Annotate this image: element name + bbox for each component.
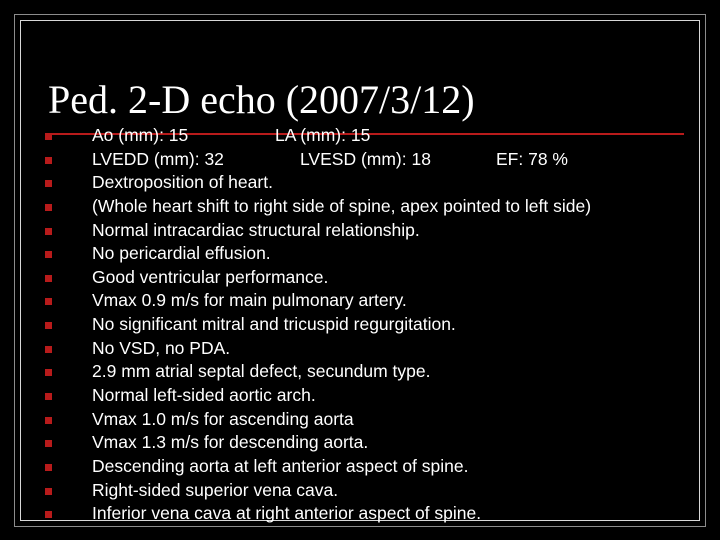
finding-text: Vmax 1.0 m/s for ascending aorta — [92, 408, 354, 429]
findings-list — [0, 124, 720, 526]
slide-title: Ped. 2-D echo (2007/3/12) — [48, 77, 475, 122]
list-item — [0, 171, 720, 195]
finding-text: Inferior vena cava at right anterior aspect of spine. — [92, 503, 482, 524]
square-bullet-icon — [45, 298, 52, 305]
list-item-lv — [0, 148, 720, 172]
finding-text: Normal intracardiac structural relationship. — [92, 219, 420, 240]
list-item — [0, 360, 720, 384]
list-item — [0, 266, 720, 290]
list-item — [0, 195, 720, 219]
la-value: LA (mm): 15 — [275, 125, 371, 145]
ef-value: EF: 78 % — [496, 148, 568, 169]
finding-text: Normal left-sided aortic arch. — [92, 385, 316, 406]
finding-text: No pericardial effusion. — [92, 243, 271, 264]
finding-text: 2.9 mm atrial septal defect, secundum type. — [92, 361, 431, 382]
finding-text: Vmax 0.9 m/s for main pulmonary artery. — [92, 290, 407, 311]
square-bullet-icon — [45, 228, 52, 235]
square-bullet-icon — [45, 369, 52, 376]
finding-text: Right-sided superior vena cava. — [92, 479, 339, 500]
list-item — [0, 408, 720, 432]
finding-text: Vmax 1.3 m/s for descending aorta. — [92, 432, 369, 453]
square-bullet-icon — [45, 417, 52, 424]
square-bullet-icon — [45, 393, 52, 400]
finding-text: No VSD, no PDA. — [92, 337, 231, 358]
finding-text: Good ventricular performance. — [92, 266, 329, 287]
square-bullet-icon — [45, 346, 52, 353]
finding-text: Dextroposition of heart. — [92, 172, 273, 193]
finding-text: No significant mitral and tricuspid regurgitation. — [92, 314, 456, 335]
list-item — [0, 242, 720, 266]
square-bullet-icon — [45, 511, 52, 518]
square-bullet-icon — [45, 180, 52, 187]
list-item — [0, 384, 720, 408]
square-bullet-icon — [45, 251, 52, 258]
list-item — [0, 337, 720, 361]
list-item — [0, 479, 720, 503]
lvesd-value: LVESD (mm): 18 — [300, 148, 431, 169]
list-item-ao-la — [0, 124, 720, 148]
list-item — [0, 431, 720, 455]
square-bullet-icon — [45, 322, 52, 329]
list-item — [0, 502, 720, 526]
square-bullet-icon — [45, 204, 52, 211]
finding-text: (Whole heart shift to right side of spine, apex pointed to left side) — [92, 195, 592, 216]
list-item — [0, 289, 720, 313]
square-bullet-icon — [45, 464, 52, 471]
lvedd-value: LVEDD (mm): 32 — [92, 148, 224, 169]
square-bullet-icon — [45, 157, 52, 164]
list-item — [0, 313, 720, 337]
square-bullet-icon — [45, 488, 52, 495]
square-bullet-icon — [45, 133, 52, 140]
list-item — [0, 219, 720, 243]
finding-text: Descending aorta at left anterior aspect of spine. — [92, 455, 469, 476]
ao-value: Ao (mm): 15 — [92, 125, 189, 145]
square-bullet-icon — [45, 275, 52, 282]
list-item — [0, 455, 720, 479]
square-bullet-icon — [45, 440, 52, 447]
